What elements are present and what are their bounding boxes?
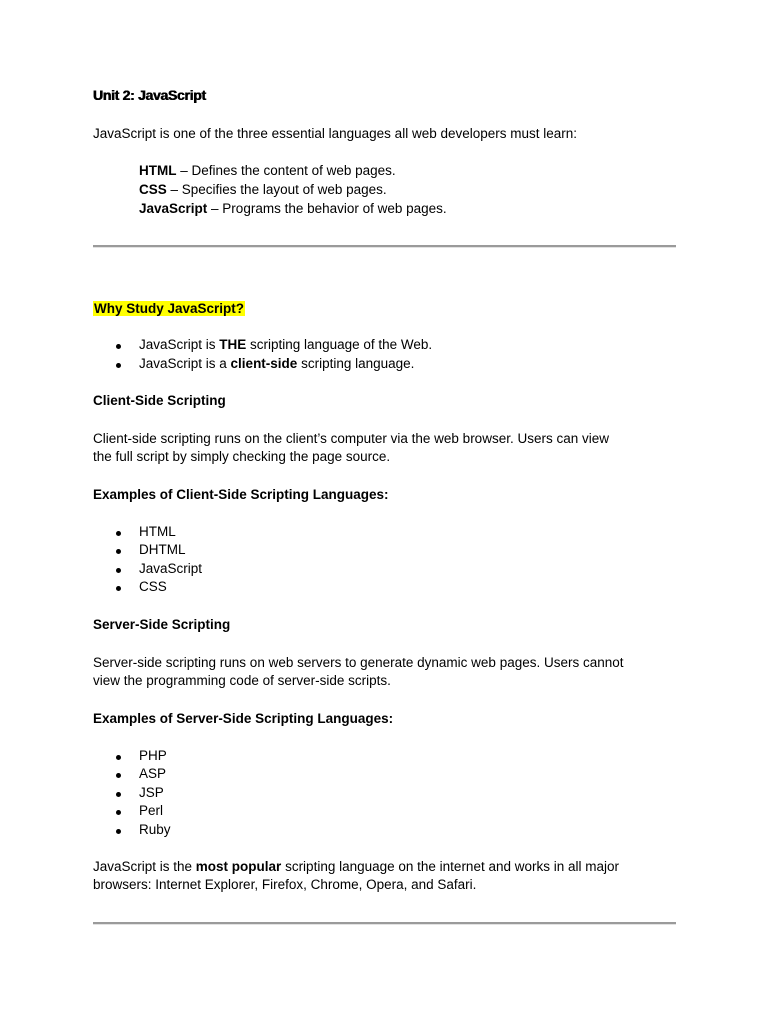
bullet-text: JavaScript is a: [139, 356, 231, 371]
list-item: PHP: [139, 748, 167, 763]
horizontal-divider: [93, 922, 676, 925]
closing-text: scripting language on the internet and works in all major: [281, 859, 620, 874]
bullet-icon: [116, 773, 121, 778]
bullet-text: JavaScript is: [139, 337, 220, 352]
closing-line-2: browsers: Internet Explorer, Firefox, Chrome, Opera, and Safari.: [93, 877, 477, 892]
list-item: JSP: [139, 785, 164, 800]
bullet-icon: [116, 531, 121, 536]
why-heading: [93, 300, 245, 318]
language-term: JavaScript: [139, 201, 208, 216]
language-desc: – Specifies the layout of web pages.: [166, 182, 387, 197]
language-item-javascript: [139, 200, 447, 218]
client-examples-heading: Examples of Client-Side Scripting Languages:: [93, 487, 389, 502]
list-item: CSS: [139, 579, 167, 594]
bullet-icon: [116, 810, 121, 815]
client-paragraph-line-1: Client-side scripting runs on the client’s computer via the web browser. Users can view: [93, 431, 609, 446]
closing-line-1: [93, 858, 619, 876]
bullet-icon: [116, 363, 121, 368]
list-item: Ruby: [139, 822, 171, 837]
intro-text: JavaScript is one of the three essential languages all web developers must learn:: [93, 126, 578, 141]
client-heading: Client-Side Scripting: [93, 393, 226, 408]
server-heading: Server-Side Scripting: [93, 617, 231, 632]
closing-bold-text: most popular: [195, 859, 282, 874]
horizontal-divider: [93, 245, 676, 248]
language-term: CSS: [139, 182, 167, 197]
bullet-icon: [116, 586, 121, 591]
server-paragraph-line-1: Server-side scripting runs on web servers to generate dynamic web pages. Users cannot: [93, 655, 624, 670]
why-bullet-1: [139, 336, 432, 354]
why-bullet-2: [139, 355, 414, 373]
language-desc: – Defines the content of web pages.: [176, 163, 396, 178]
language-desc: – Programs the behavior of web pages.: [207, 201, 447, 216]
bullet-icon: [116, 792, 121, 797]
list-item: DHTML: [139, 542, 186, 557]
bullet-icon: [116, 344, 121, 349]
list-item: ASP: [139, 766, 167, 781]
list-item: HTML: [139, 524, 176, 539]
page-title: Unit 2: JavaScript: [93, 87, 206, 103]
language-item-css: [139, 181, 387, 199]
bullet-icon: [116, 755, 121, 760]
bullet-bold-text: THE: [219, 337, 247, 352]
bullet-icon: [116, 568, 121, 573]
server-paragraph-line-2: view the programming code of server-side scripts.: [93, 673, 391, 688]
language-term: HTML: [139, 163, 177, 178]
bullet-bold-text: client-side: [230, 356, 298, 371]
bullet-icon: [116, 549, 121, 554]
server-examples-heading: Examples of Server-Side Scripting Languages:: [93, 711, 394, 726]
closing-text: JavaScript is the: [93, 859, 196, 874]
language-item-html: [139, 162, 396, 180]
client-paragraph-line-2: the full script by simply checking the page source.: [93, 449, 391, 464]
bullet-icon: [116, 829, 121, 834]
bullet-text: scripting language.: [297, 356, 415, 371]
list-item: JavaScript: [139, 561, 203, 576]
bullet-text: scripting language of the Web.: [246, 337, 433, 352]
list-item: Perl: [139, 803, 164, 818]
highlighted-heading-text: Why Study JavaScript?: [94, 301, 245, 316]
